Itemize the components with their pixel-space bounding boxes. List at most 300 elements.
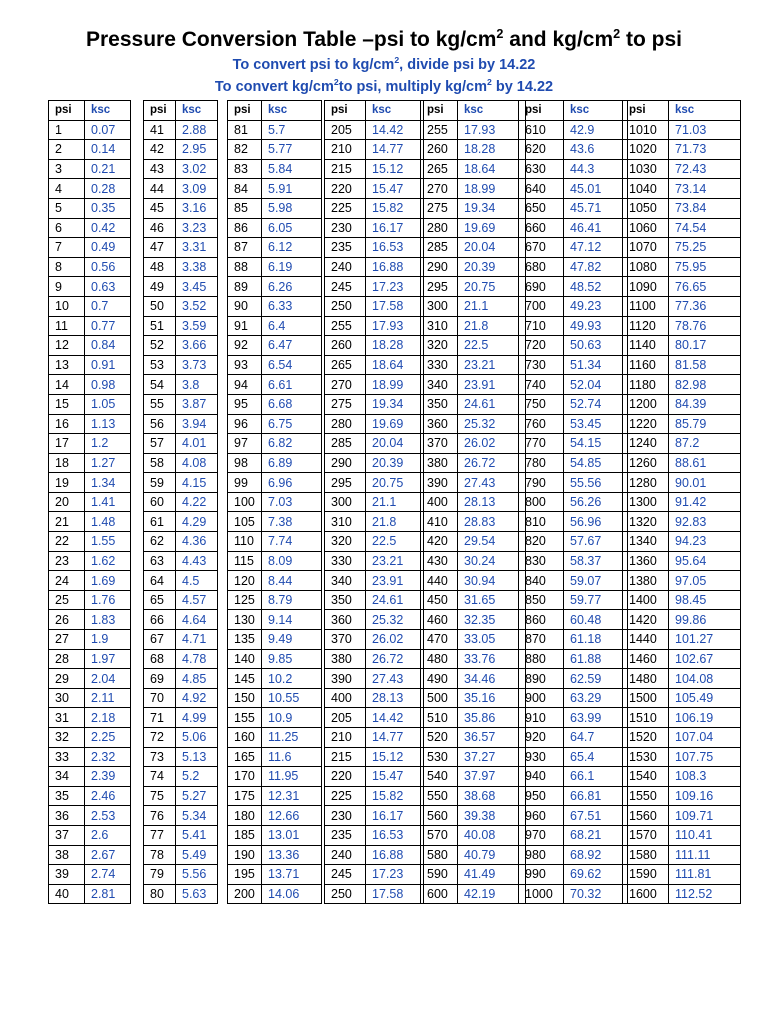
psi-value: 105 <box>228 512 262 532</box>
ksc-value: 85.79 <box>669 414 741 434</box>
ksc-value: 42.9 <box>564 120 628 140</box>
psi-value: 1560 <box>623 806 669 826</box>
psi-value: 270 <box>421 179 458 199</box>
psi-value: 680 <box>519 257 564 277</box>
table-row <box>49 453 131 473</box>
ksc-value: 109.71 <box>669 806 741 826</box>
psi-value: 970 <box>519 825 564 845</box>
psi-value: 1500 <box>623 688 669 708</box>
table-row <box>623 610 741 630</box>
ksc-value: 18.28 <box>458 140 526 160</box>
table-row <box>325 512 424 532</box>
ksc-value: 3.59 <box>176 316 218 336</box>
table-row <box>519 414 628 434</box>
table-row <box>144 296 218 316</box>
ksc-value: 56.26 <box>564 492 628 512</box>
ksc-value: 29.54 <box>458 532 526 552</box>
psi-column-header: psi <box>421 101 458 121</box>
ksc-value: 30.94 <box>458 571 526 591</box>
ksc-value: 51.34 <box>564 355 628 375</box>
table-row <box>49 845 131 865</box>
psi-value: 99 <box>228 473 262 493</box>
ksc-value: 6.96 <box>262 473 322 493</box>
psi-value: 230 <box>325 806 366 826</box>
table-row <box>421 140 526 160</box>
table-row <box>49 728 131 748</box>
ksc-value: 14.06 <box>262 884 322 904</box>
ksc-value: 0.07 <box>85 120 131 140</box>
psi-value: 200 <box>228 884 262 904</box>
ksc-value: 3.52 <box>176 296 218 316</box>
table-row <box>623 120 741 140</box>
psi-value: 115 <box>228 551 262 571</box>
ksc-value: 65.4 <box>564 747 628 767</box>
ksc-column-header: ksc <box>366 101 424 121</box>
ksc-value: 101.27 <box>669 630 741 650</box>
table-row <box>228 551 322 571</box>
psi-value: 730 <box>519 355 564 375</box>
table-row <box>49 198 131 218</box>
ksc-value: 2.74 <box>85 865 131 885</box>
ksc-value: 0.42 <box>85 218 131 238</box>
table-row <box>325 296 424 316</box>
psi-value: 52 <box>144 336 176 356</box>
psi-value: 63 <box>144 551 176 571</box>
ksc-value: 107.04 <box>669 728 741 748</box>
psi-value: 39 <box>49 865 85 885</box>
psi-value: 13 <box>49 355 85 375</box>
psi-value: 78 <box>144 845 176 865</box>
ksc-value: 2.88 <box>176 120 218 140</box>
psi-value: 280 <box>325 414 366 434</box>
ksc-value: 6.61 <box>262 375 322 395</box>
psi-value: 1040 <box>623 179 669 199</box>
psi-value: 59 <box>144 473 176 493</box>
psi-value: 90 <box>228 296 262 316</box>
psi-value: 920 <box>519 728 564 748</box>
psi-value: 16 <box>49 414 85 434</box>
table-row <box>421 825 526 845</box>
table-row <box>228 316 322 336</box>
table-row <box>623 140 741 160</box>
ksc-value: 46.41 <box>564 218 628 238</box>
ksc-value: 12.66 <box>262 806 322 826</box>
table-row <box>325 649 424 669</box>
psi-value: 1480 <box>623 669 669 689</box>
psi-value: 43 <box>144 159 176 179</box>
table-row <box>49 571 131 591</box>
table-row <box>49 296 131 316</box>
psi-value: 29 <box>49 669 85 689</box>
table-row <box>519 394 628 414</box>
table-row <box>49 512 131 532</box>
psi-value: 410 <box>421 512 458 532</box>
table-row <box>228 884 322 904</box>
table-row <box>421 532 526 552</box>
table-row <box>519 434 628 454</box>
table-row <box>325 884 424 904</box>
psi-value: 470 <box>421 630 458 650</box>
table-row <box>623 688 741 708</box>
psi-value: 23 <box>49 551 85 571</box>
ksc-value: 61.88 <box>564 649 628 669</box>
table-row <box>421 316 526 336</box>
table-row <box>144 669 218 689</box>
table-row <box>49 551 131 571</box>
psi-value: 81 <box>228 120 262 140</box>
psi-value: 145 <box>228 669 262 689</box>
ksc-value: 80.17 <box>669 336 741 356</box>
table-row <box>49 747 131 767</box>
table-row <box>144 453 218 473</box>
ksc-value: 16.53 <box>366 238 424 258</box>
psi-value: 1050 <box>623 198 669 218</box>
table-row <box>228 296 322 316</box>
ksc-value: 24.61 <box>458 394 526 414</box>
ksc-value: 90.01 <box>669 473 741 493</box>
ksc-value: 23.91 <box>458 375 526 395</box>
ksc-value: 76.65 <box>669 277 741 297</box>
ksc-value: 110.41 <box>669 825 741 845</box>
ksc-value: 0.49 <box>85 238 131 258</box>
ksc-value: 0.14 <box>85 140 131 160</box>
ksc-value: 74.54 <box>669 218 741 238</box>
table-row <box>623 375 741 395</box>
table-header-row <box>519 101 628 121</box>
ksc-value: 97.05 <box>669 571 741 591</box>
ksc-value: 102.67 <box>669 649 741 669</box>
psi-value: 225 <box>325 786 366 806</box>
psi-value: 440 <box>421 571 458 591</box>
psi-value: 82 <box>228 140 262 160</box>
table-row <box>519 316 628 336</box>
table-row <box>325 806 424 826</box>
ksc-column-header: ksc <box>176 101 218 121</box>
table-row <box>49 708 131 728</box>
ksc-value: 19.34 <box>366 394 424 414</box>
psi-value: 880 <box>519 649 564 669</box>
table-row <box>325 257 424 277</box>
table-row <box>228 767 322 787</box>
ksc-value: 81.58 <box>669 355 741 375</box>
ksc-value: 4.85 <box>176 669 218 689</box>
table-row <box>144 630 218 650</box>
table-row <box>421 159 526 179</box>
table-row <box>228 571 322 591</box>
psi-value: 6 <box>49 218 85 238</box>
psi-value: 620 <box>519 140 564 160</box>
table-row <box>325 218 424 238</box>
table-row <box>519 120 628 140</box>
psi-column-header: psi <box>519 101 564 121</box>
psi-value: 36 <box>49 806 85 826</box>
table-row <box>325 473 424 493</box>
psi-value: 960 <box>519 806 564 826</box>
ksc-value: 78.76 <box>669 316 741 336</box>
psi-value: 275 <box>325 394 366 414</box>
ksc-value: 4.64 <box>176 610 218 630</box>
psi-value: 1200 <box>623 394 669 414</box>
ksc-value: 39.38 <box>458 806 526 826</box>
psi-value: 71 <box>144 708 176 728</box>
table-row <box>144 257 218 277</box>
table-row <box>144 551 218 571</box>
table-row <box>144 590 218 610</box>
psi-value: 220 <box>325 179 366 199</box>
table-row <box>228 747 322 767</box>
table-row <box>623 336 741 356</box>
ksc-value: 3.31 <box>176 238 218 258</box>
ksc-value: 1.83 <box>85 610 131 630</box>
psi-value: 320 <box>325 532 366 552</box>
table-row <box>144 159 218 179</box>
ksc-value: 4.5 <box>176 571 218 591</box>
table-row <box>49 238 131 258</box>
ksc-value: 5.49 <box>176 845 218 865</box>
ksc-value: 1.2 <box>85 434 131 454</box>
ksc-value: 99.86 <box>669 610 741 630</box>
ksc-value: 54.15 <box>564 434 628 454</box>
ksc-value: 5.34 <box>176 806 218 826</box>
ksc-value: 25.32 <box>366 610 424 630</box>
table-row <box>519 492 628 512</box>
ksc-value: 35.16 <box>458 688 526 708</box>
table-row <box>421 728 526 748</box>
psi-value: 520 <box>421 728 458 748</box>
table-row <box>325 532 424 552</box>
psi-value: 93 <box>228 355 262 375</box>
ksc-value: 13.71 <box>262 865 322 885</box>
psi-value: 215 <box>325 747 366 767</box>
table-row <box>421 434 526 454</box>
table-row <box>519 806 628 826</box>
ksc-value: 18.99 <box>458 179 526 199</box>
ksc-value: 4.08 <box>176 453 218 473</box>
table-row <box>49 257 131 277</box>
table-row <box>144 767 218 787</box>
psi-value: 97 <box>228 434 262 454</box>
table-row <box>228 120 322 140</box>
psi-value: 1520 <box>623 728 669 748</box>
table-row <box>421 414 526 434</box>
ksc-value: 7.03 <box>262 492 322 512</box>
psi-value: 240 <box>325 257 366 277</box>
header <box>0 26 768 98</box>
table-row <box>519 453 628 473</box>
ksc-value: 23.21 <box>458 355 526 375</box>
psi-value: 460 <box>421 610 458 630</box>
psi-value: 600 <box>421 884 458 904</box>
ksc-value: 3.87 <box>176 394 218 414</box>
table-row <box>49 355 131 375</box>
table-row <box>519 590 628 610</box>
psi-value: 780 <box>519 453 564 473</box>
psi-value: 31 <box>49 708 85 728</box>
psi-value: 1300 <box>623 492 669 512</box>
table-row <box>228 610 322 630</box>
ksc-value: 44.3 <box>564 159 628 179</box>
table-row <box>144 336 218 356</box>
psi-value: 370 <box>325 630 366 650</box>
table-row <box>144 238 218 258</box>
psi-value: 210 <box>325 728 366 748</box>
ksc-value: 0.56 <box>85 257 131 277</box>
table-row <box>421 355 526 375</box>
psi-value: 155 <box>228 708 262 728</box>
page-title: Pressure Conversion Table –psi to $kg/cm^2$ and $kg/cm^2$ to psi <box>86 27 682 51</box>
psi-value: 65 <box>144 590 176 610</box>
table-row <box>325 316 424 336</box>
ksc-value: 4.29 <box>176 512 218 532</box>
ksc-value: 2.6 <box>85 825 131 845</box>
table-row <box>144 532 218 552</box>
table-row <box>519 140 628 160</box>
ksc-value: 18.64 <box>458 159 526 179</box>
psi-value: 360 <box>421 414 458 434</box>
ksc-value: 94.23 <box>669 532 741 552</box>
ksc-value: 75.25 <box>669 238 741 258</box>
ksc-value: 11.95 <box>262 767 322 787</box>
ksc-value: 26.02 <box>366 630 424 650</box>
psi-value: 290 <box>325 453 366 473</box>
ksc-value: 14.77 <box>366 140 424 160</box>
table-row <box>228 198 322 218</box>
psi-value: 10 <box>49 296 85 316</box>
psi-value: 25 <box>49 590 85 610</box>
ksc-value: 5.27 <box>176 786 218 806</box>
table-row <box>623 728 741 748</box>
table-row <box>325 238 424 258</box>
ksc-value: 54.85 <box>564 453 628 473</box>
ksc-value: 30.24 <box>458 551 526 571</box>
ksc-value: 2.32 <box>85 747 131 767</box>
psi-value: 1440 <box>623 630 669 650</box>
table-row <box>144 884 218 904</box>
psi-value: 140 <box>228 649 262 669</box>
psi-value: 79 <box>144 865 176 885</box>
psi-value: 96 <box>228 414 262 434</box>
psi-value: 1590 <box>623 865 669 885</box>
table-row <box>144 394 218 414</box>
table-row <box>325 786 424 806</box>
psi-value: 510 <box>421 708 458 728</box>
table-row <box>228 159 322 179</box>
table-row <box>228 590 322 610</box>
psi-value: 60 <box>144 492 176 512</box>
ksc-value: 6.75 <box>262 414 322 434</box>
ksc-value: 1.76 <box>85 590 131 610</box>
table-row <box>144 473 218 493</box>
psi-value: 14 <box>49 375 85 395</box>
psi-value: 5 <box>49 198 85 218</box>
psi-value: 50 <box>144 296 176 316</box>
table-row <box>144 179 218 199</box>
table-row <box>519 845 628 865</box>
psi-value: 310 <box>325 512 366 532</box>
ksc-value: 28.83 <box>458 512 526 532</box>
table-row <box>325 120 424 140</box>
table-row <box>623 198 741 218</box>
ksc-value: 4.43 <box>176 551 218 571</box>
psi-value: 1260 <box>623 453 669 473</box>
table-row <box>228 649 322 669</box>
psi-value: 1120 <box>623 316 669 336</box>
ksc-value: 13.36 <box>262 845 322 865</box>
table-row <box>623 806 741 826</box>
table-row <box>325 277 424 297</box>
ksc-value: 4.57 <box>176 590 218 610</box>
table-row <box>421 845 526 865</box>
psi-value: 8 <box>49 257 85 277</box>
ksc-value: 15.47 <box>366 767 424 787</box>
table-header-row <box>421 101 526 121</box>
psi-column-header: psi <box>325 101 366 121</box>
psi-value: 790 <box>519 473 564 493</box>
table-row <box>421 551 526 571</box>
psi-value: 360 <box>325 610 366 630</box>
psi-value: 350 <box>421 394 458 414</box>
psi-value: 34 <box>49 767 85 787</box>
ksc-value: 48.52 <box>564 277 628 297</box>
ksc-value: 0.7 <box>85 296 131 316</box>
table-row <box>49 630 131 650</box>
table-row <box>421 198 526 218</box>
table-row <box>228 453 322 473</box>
psi-value: 73 <box>144 747 176 767</box>
table-row <box>325 492 424 512</box>
table-row <box>49 218 131 238</box>
psi-value: 400 <box>325 688 366 708</box>
ksc-value: 1.55 <box>85 532 131 552</box>
ksc-value: 9.85 <box>262 649 322 669</box>
ksc-value: 7.74 <box>262 532 322 552</box>
ksc-value: 19.69 <box>366 414 424 434</box>
psi-value: 125 <box>228 590 262 610</box>
table-row <box>228 688 322 708</box>
psi-value: 210 <box>325 140 366 160</box>
psi-value: 95 <box>228 394 262 414</box>
table-row <box>519 825 628 845</box>
table-row <box>49 806 131 826</box>
table-row <box>623 825 741 845</box>
psi-value: 500 <box>421 688 458 708</box>
ksc-value: 3.66 <box>176 336 218 356</box>
table-row <box>144 865 218 885</box>
table-row <box>228 394 322 414</box>
psi-value: 27 <box>49 630 85 650</box>
table-row <box>421 453 526 473</box>
table-row <box>325 140 424 160</box>
psi-value: 380 <box>421 453 458 473</box>
table-row <box>144 316 218 336</box>
table-row <box>228 492 322 512</box>
table-row <box>421 257 526 277</box>
table-row <box>144 277 218 297</box>
psi-value: 195 <box>228 865 262 885</box>
table-row <box>519 512 628 532</box>
table-row <box>519 728 628 748</box>
psi-value: 570 <box>421 825 458 845</box>
psi-value: 1460 <box>623 649 669 669</box>
table-row <box>49 610 131 630</box>
table-row <box>519 296 628 316</box>
ksc-value: 28.13 <box>366 688 424 708</box>
table-row <box>144 492 218 512</box>
psi-value: 285 <box>325 434 366 454</box>
table-row <box>421 884 526 904</box>
psi-value: 67 <box>144 630 176 650</box>
ksc-value: 0.98 <box>85 375 131 395</box>
